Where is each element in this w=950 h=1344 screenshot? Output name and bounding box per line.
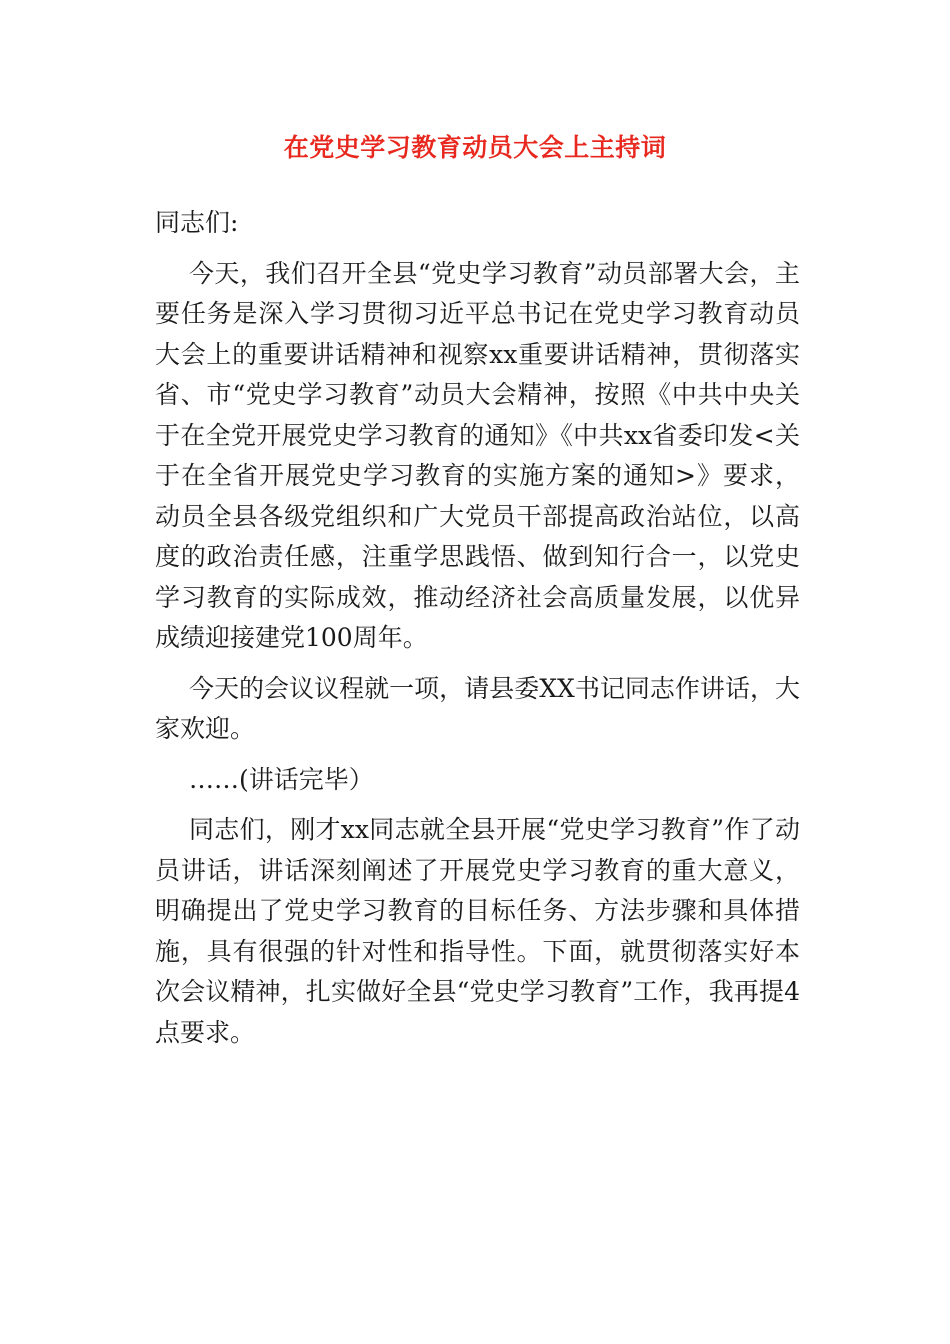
paragraph-3: ……(讲话完毕） — [189, 764, 374, 794]
paragraph-1: 今天，我们召开全县“党史学习教育”动员部署大会，主要任务是深入学习贯彻习近平总书记在党史学习教育动员大会上的重要讲话精神和视察xx重要讲话精神，贯彻落实省、市“党史学习教育”动员大会精神，按照《中共中央关于在全党开展党史学习教育的通知》《中共xx省委印发<关于在全省开展党史学习教育的实施方案的通知>》要求，动员全县各级党组织和广大党员干部提高政治站位，以高度的政治责任感，注重学思践悟、做到知行合一，以党史学习教育的实际成效，推动经济社会高质量发展，以优异成绩迎接建党100周年。 — [155, 258, 800, 652]
salutation: 同志们: — [155, 208, 239, 237]
document-body — [155, 203, 800, 1063]
paragraph-2: 今天的会议议程就一项，请县委XX书记同志作讲话，大家欢迎。 — [155, 673, 800, 743]
document-title: 在党史学习教育动员大会上主持词 — [283, 133, 667, 162]
paragraph-4: 同志们，刚才xx同志就全县开展“党史学习教育”作了动员讲话，讲话深刻阐述了开展党史学习教育的重大意义，明确提出了党史学习教育的目标任务、方法步骤和具体措施，具有很强的针对性和指导性。下面，就贯彻落实好本次会议精神，扎实做好全县“党史学习教育”工作，我再提4点要求。 — [155, 815, 800, 1047]
